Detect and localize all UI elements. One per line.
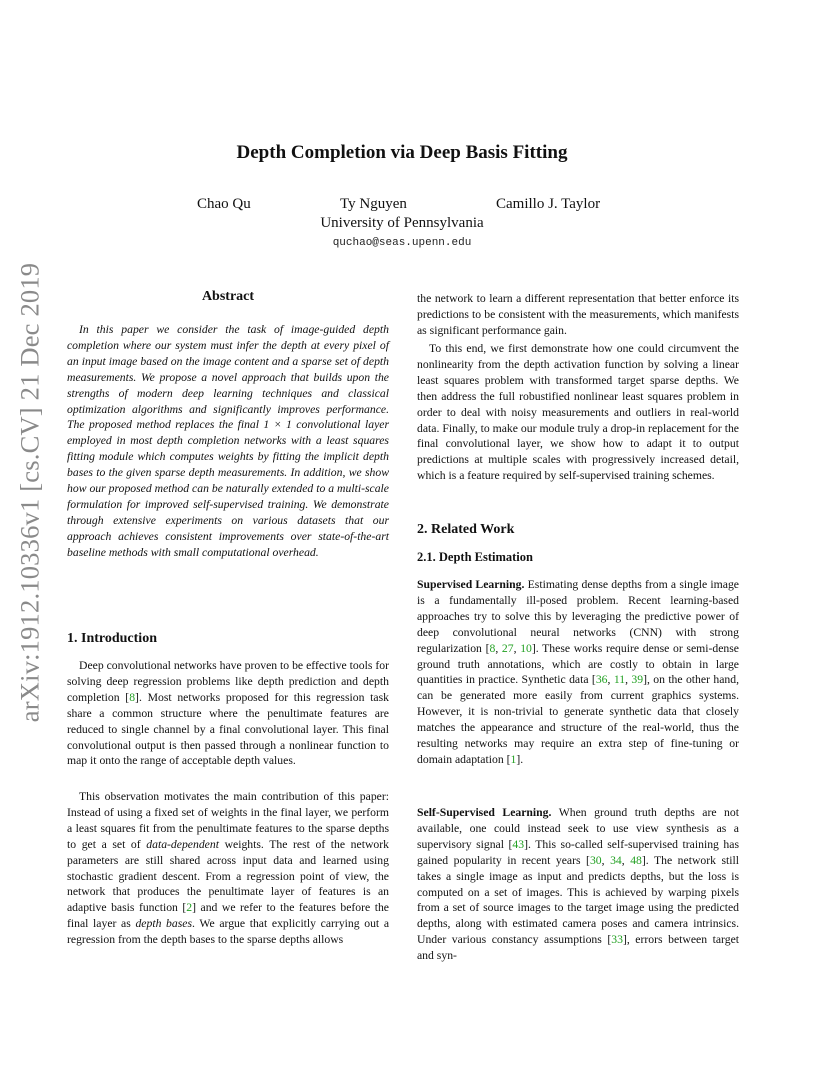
text-run: , (513, 641, 521, 655)
right-paragraph-2: To this end, we first demonstrate how one could circumvent the nonlinearity from the depth activation function by solving a linear least squares problem with transformed target sparse depths. We then address the full robustified nonlinear least squares problem in order to deal with noisy measurements and outliers in real-world data. Finally, to make our module truly a drop-in replacement for the final convolutional layer, we show how to adapt it to output predictions at multiple scales with progressively increased detail, which is a feature required by self-supervised training schemes. (417, 342, 739, 483)
citation-link[interactable]: 2 (186, 901, 193, 915)
text-run: ]. Most networks proposed for this regression task share a common structure where the penultimate features are reduced to single channel by a final convolutional layer. This final convolutional output is then passed through a nonlinear function to map it onto the range of acceptable depth values. (67, 690, 389, 768)
citation-link[interactable]: 33 (611, 933, 623, 947)
related-work-heading: 2. Related Work (417, 522, 515, 537)
text-run: Estimating dense depths from a single image is a fundamentally ill-posed problem. Recent learning-based approaches try to solve this by leveraging the predictive power of deep convolutional neural networks (CNN) with strong regularization [ (417, 578, 739, 655)
author-email: quchao@seas.upenn.edu (332, 237, 472, 249)
citation-link[interactable]: 1 (510, 752, 517, 766)
citation-link[interactable]: 39 (631, 673, 644, 687)
author-2: Ty Nguyen (340, 196, 407, 212)
text-run: , (625, 673, 632, 687)
text-run: ], errors between target and syn- (417, 933, 739, 963)
right-paragraph-1: the network to learn a different representation that better enforce its predictions to be consistent with the measurements, which manifests as significant performance gain. (417, 292, 739, 337)
citation-link[interactable]: 48 (630, 853, 642, 867)
citation-link[interactable]: 36 (595, 673, 608, 687)
affiliation: University of Pennsylvania (320, 215, 484, 231)
emphasis-text: depth bases (135, 917, 193, 931)
citation-link[interactable]: 8 (129, 690, 136, 704)
text-run: When ground truth depths are not available, one could instead seek to use view synthesis as a supervisory signal [ (417, 806, 739, 851)
text-run: Deep convolutional networks have proven to be effective tools for solving deep regression problems like depth prediction and depth completion [ (67, 659, 389, 704)
abstract-heading: Abstract (201, 289, 255, 304)
text-run: This observation motivates the main contribution of this paper: Instead of using a fixed set of weights in the final layer, we perform a least squares fit from the penultimate features to the sparse depths to get a set of (67, 790, 389, 851)
intro-paragraph-2 (67, 789, 389, 948)
arxiv-stamp-text: arXiv:1912.10336v1 [cs.CV] 21 Dec 2019 (14, 262, 45, 722)
intro-paragraph-1 (67, 658, 389, 769)
arxiv-stamp (8, 262, 52, 722)
text-run: ]. These works require dense or semi-dense ground truth annotations, which are costly to obtain in large quantities in practice. Synthetic data [ (417, 641, 739, 687)
emphasis-text: data-dependent (146, 837, 219, 851)
text-run: weights. The rest of the network parameters are still shared across input data and learned using stochastic gradient descent. From a regression point of view, the network that produces the penultimate layer of features is an adaptive basis function [ (67, 837, 389, 915)
abstract-text: In this paper we consider the task of image-guided depth completion where our system must infer the depth at every pixel of an input image based on the image content and a sparse set of depth measurements. We propose a novel approach that builds upon the strengths of modern deep learning techniques and classical optimization algorithms and significantly improves performance. The proposed method replaces the final 1 × 1 convolutional layer employed in most depth completion networks with a least squares fitting module which computes weights by fitting the implicit depth bases to the given sparse depth measurements. In addition, we show how our proposed method can be naturally extended to a multi-scale formulation for improved self-supervised training. We demonstrate through extensive experiments on various datasets that our approach achieves consistent improvements over state-of-the-art baseline methods with small computational overhead. (67, 323, 389, 559)
citation-link[interactable]: 8 (489, 641, 496, 655)
text-run: , (607, 673, 614, 687)
citation-link[interactable]: 30 (589, 853, 602, 867)
text-run: ]. (516, 752, 524, 766)
run-in-heading: Self-Supervised Learning. (417, 806, 552, 819)
author-1: Chao Qu (197, 196, 251, 212)
paper-title: Depth Completion via Deep Basis Fitting (236, 142, 568, 163)
citation-link[interactable]: 11 (613, 673, 626, 687)
author-3: Camillo J. Taylor (496, 196, 601, 212)
text-run: , (601, 853, 611, 867)
run-in-heading: Supervised Learning. (417, 578, 525, 591)
text-run: , (621, 853, 631, 867)
text-run: ] and we refer to the features before the final layer as (67, 901, 389, 931)
citation-link[interactable]: 43 (512, 837, 525, 851)
citation-link[interactable]: 10 (520, 641, 532, 655)
text-run: ]. The network still takes a single image as input and predicts depths, but the loss is computed on a set of images. This is achieved by warping pixels from a set of source images to the target image using the predicted depths, along with estimated camera poses and camera intrinsics. Under various constancy assumptions [ (417, 853, 740, 947)
self-supervised-learning-paragraph (417, 805, 739, 964)
depth-estimation-heading: 2.1. Depth Estimation (417, 550, 533, 564)
citation-link[interactable]: 34 (610, 853, 622, 867)
citation-link[interactable]: 27 (501, 641, 514, 655)
intro-heading: 1. Introduction (67, 631, 157, 646)
text-run: . We argue that explicitly carrying out a regression from the depth bases to the sparse depths allows (67, 917, 390, 947)
supervised-learning-paragraph (417, 577, 739, 768)
text-run: , (495, 641, 502, 655)
text-run: ], on the other hand, can be generated more easily from current graphics systems. However, it is non-trivial to generate synthetic data that closely matches the appearance and structure of the real-world, thus the resulting networks may require an extra step of fine-tuning or domain adaptation [ (417, 673, 739, 766)
text-run: ]. This so-called self-supervised training has gained popularity in recent years [ (417, 837, 739, 867)
